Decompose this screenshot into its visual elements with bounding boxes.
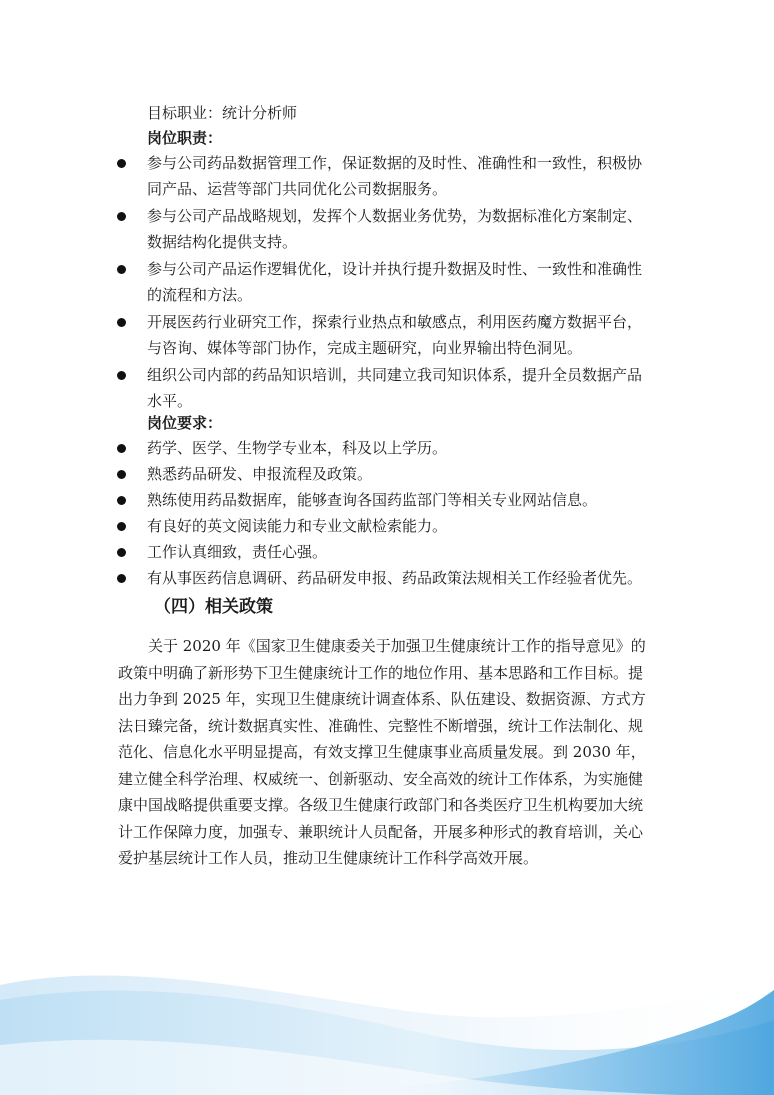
duty-item-line: 参与公司药品数据管理工作，保证数据的及时性、准确性和一致性，积极协 [147,154,643,172]
bullet-icon [117,470,126,479]
requirement-item: 有从事医药信息调研、药品研发申报、药品政策法规相关工作经验者优先。 [147,569,643,587]
bullet-icon [117,318,126,327]
policy-line: 范化、信息化水平明显提高，有效支撑卫生健康事业高质量发展。到 2030 年， [118,743,646,761]
requirement-item: 熟悉药品研发、申报流程及政策。 [147,465,373,483]
duty-item-line: 与咨询、媒体等部门协作，完成主题研究，向业界输出特色洞见。 [147,339,583,357]
requirement-item: 工作认真细致，责任心强。 [147,543,328,561]
bullet-icon [117,496,126,505]
requirements-heading: 岗位要求： [147,414,223,432]
bullet-icon [117,522,126,531]
bullet-icon [117,212,126,221]
duty-item-line: 同产品、运营等部门共同优化公司数据服务。 [147,180,448,198]
duty-item-line: 的流程和方法。 [147,286,253,304]
policy-line: 关于 2020 年《国家卫生健康委关于加强卫生健康统计工作的指导意见》的 [148,637,646,655]
duty-item-line: 参与公司产品运作逻辑优化，设计并执行提升数据及时性、一致性和准确性 [147,260,643,278]
bullet-icon [117,444,126,453]
requirement-item: 有良好的英文阅读能力和专业文献检索能力。 [147,517,448,535]
policy-line: 政策中明确了新形势下卫生健康统计工作的地位作用、基本思路和工作目标。提 [118,663,644,682]
section-heading: （四）相关政策 [154,597,273,617]
bullet-icon [117,548,126,557]
duty-item-line: 组织公司内部的药品知识培训，共同建立我司知识体系，提升全员数据产品 [147,366,643,384]
target-job-label: 目标职业：统计分析师 [147,104,298,122]
bullet-icon [117,159,126,168]
requirement-item: 熟练使用药品数据库，能够查询各国药监部门等相关专业网站信息。 [147,491,598,509]
policy-line: 出力争到 2025 年，实现卫生健康统计调查体系、队伍建设、数据资源、方式方 [118,690,646,708]
bullet-icon [117,265,126,274]
duty-item-line: 开展医药行业研究工作，探索行业热点和敏感点，利用医药魔方数据平台， [147,313,643,331]
duties-heading: 岗位职责： [147,129,223,147]
requirement-item: 药学、医学、生物学专业本，科及以上学历。 [147,439,448,457]
policy-line: 法日臻完备，统计数据真实性、准确性、完整性不断增强，统计工作法制化、规 [118,716,644,735]
policy-line: 爱护基层统计工作人员，推动卫生健康统计工作科学高效开展。 [118,849,539,867]
duty-item-line: 水平。 [147,392,193,410]
duty-item-line: 参与公司产品战略规划，发挥个人数据业务优势，为数据标准化方案制定、 [147,207,643,225]
policy-line: 康中国战略提供重要支撑。各级卫生健康行政部门和各类医疗卫生机构要加大统 [118,796,644,814]
bullet-icon [117,371,126,380]
duty-item-line: 数据结构化提供支持。 [147,233,298,251]
bullet-icon [117,574,126,583]
policy-line: 建立健全科学治理、权威统一、创新驱动、安全高效的统计工作体系，为实施健 [118,769,644,788]
policy-line: 计工作保障力度，加强专、兼职统计人员配备，开展多种形式的教育培训，关心 [118,822,644,841]
